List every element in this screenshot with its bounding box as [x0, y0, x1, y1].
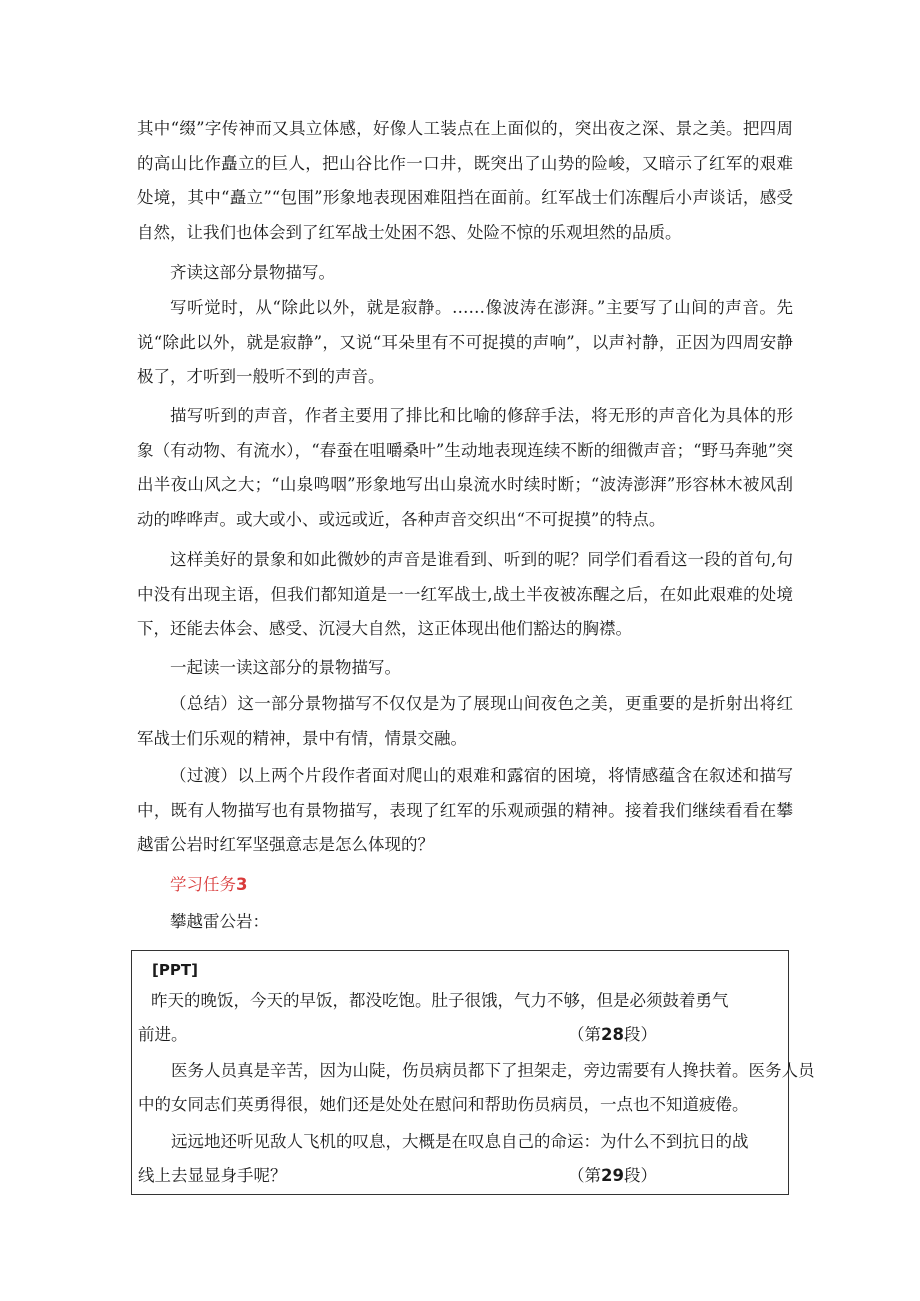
ppt-paragraph-2 [138, 1054, 815, 1122]
paragraph-1: 其中“缀”字传神而又具立体感，好像人工装点在上面似的，突出夜之深、景之美。把四周的高山比作矗立的巨人，把山谷比作一口井，既突出了山势的险峻，又暗示了红军的艰难处境，其中“矗立”“包围”形象地表现困难阻挡在面前。红军战士们冻醒后小声谈话，感受自然，让我们也体会到了红军战士处困不怨、处险不惊的乐观坦然的品质。 [137, 119, 793, 242]
paragraph-2: 齐读这部分景物描写。 [170, 263, 335, 282]
ppt-paragraph-1-line-2-text: 前进。 [138, 1025, 188, 1044]
ppt-paragraph-1 [138, 984, 784, 1052]
ppt-paragraph-3 [138, 1125, 784, 1193]
task-number: 3 [236, 875, 248, 894]
ppt-paragraph-3-line-2 [138, 1159, 784, 1193]
paragraph-citation-29 [568, 1159, 657, 1193]
citation-close: 段） [623, 1166, 657, 1185]
ppt-paragraph-1-line-2 [138, 1018, 784, 1052]
ppt-box [131, 950, 815, 1195]
citation-number: 28 [601, 1025, 624, 1044]
ppt-paragraph-1-line-1: 昨天的晚饭，今天的早饭，都没吃饱。肚子很饿，气力不够，但是必须鼓着勇气 [151, 991, 729, 1010]
citation-close: 段） [623, 1025, 657, 1044]
ppt-paragraph-3-line-1: 远远地还听见敌人飞机的叹息，大概是在叹息自己的命运：为什么不到抗日的战 [171, 1132, 749, 1151]
task-heading [170, 872, 247, 898]
citation-open: （第 [568, 1025, 601, 1044]
paragraph-8: （过渡）以上两个片段作者面对爬山的艰难和露宿的困境，将情感蕴含在叙述和描写中，既有人物描写也有景物描写，表现了红军的乐观顽强的精神。接着我们继续看看在攀越雷公岩时红军坚强意志是怎么体现的？ [137, 766, 793, 854]
paragraph-5: 这样美好的景象和如此微妙的声音是谁看到、听到的呢？同学们看看这一段的首句,句中没有出现主语，但我们都知道是一一红军战士,战土半夜被冻醒之后，在如此艰难的处境下，还能去体会、感受、沉浸大自然，这正体现出他们豁达的胸襟。 [137, 550, 793, 638]
subheading: 攀越雷公岩： [170, 912, 269, 931]
ppt-paragraph-2-line-1: 医务人员真是辛苦，因为山陡，伤员病员都下了担架走，旁边需要有人搀扶着。医务人员 [171, 1061, 815, 1080]
paragraph-3: 写听觉时，从“除此以外，就是寂静。……像波涛在澎湃。”主要写了山间的声音。先说“除此以外，就是寂静”，又说“耳朵里有不可捉摸的声响”，以声衬静，正因为四周安静极了，才听到一般听不到的声音。 [137, 298, 793, 386]
paragraph-4: 描写听到的声音，作者主要用了排比和比喻的修辞手法，将无形的声音化为具体的形象（有动物、有流水），“春蚕在咀嚼桑叶”生动地表现连续不断的细微声音；“野马奔驰”突出半夜山风之大；“山泉鸣咽”形象地写出山泉流水时续时断；“波涛澎湃”形容林木被风刮动的哗哗声。或大或小、或远或近，各种声音交织出“不可捉摸”的特点。 [137, 406, 793, 529]
ppt-paragraph-2-line-2: 中的女同志们英勇得很，她们还是处处在慰问和帮助伤员病员，一点也不知道疲倦。 [138, 1095, 749, 1114]
ppt-paragraph-3-line-2-text: 线上去显显身手呢？ [138, 1166, 287, 1185]
ppt-label: [PPT] [152, 961, 198, 979]
citation-number: 29 [601, 1166, 624, 1185]
task-label: 学习任务 [170, 875, 236, 894]
paragraph-citation-28 [568, 1018, 657, 1052]
paragraph-6: 一起读一读这部分的景物描写。 [170, 658, 401, 677]
paragraph-7: （总结）这一部分景物描写不仅仅是为了展现山间夜色之美，更重要的是折射出将红军战士们乐观的精神，景中有情，情景交融。 [137, 694, 793, 748]
citation-open: （第 [568, 1166, 601, 1185]
